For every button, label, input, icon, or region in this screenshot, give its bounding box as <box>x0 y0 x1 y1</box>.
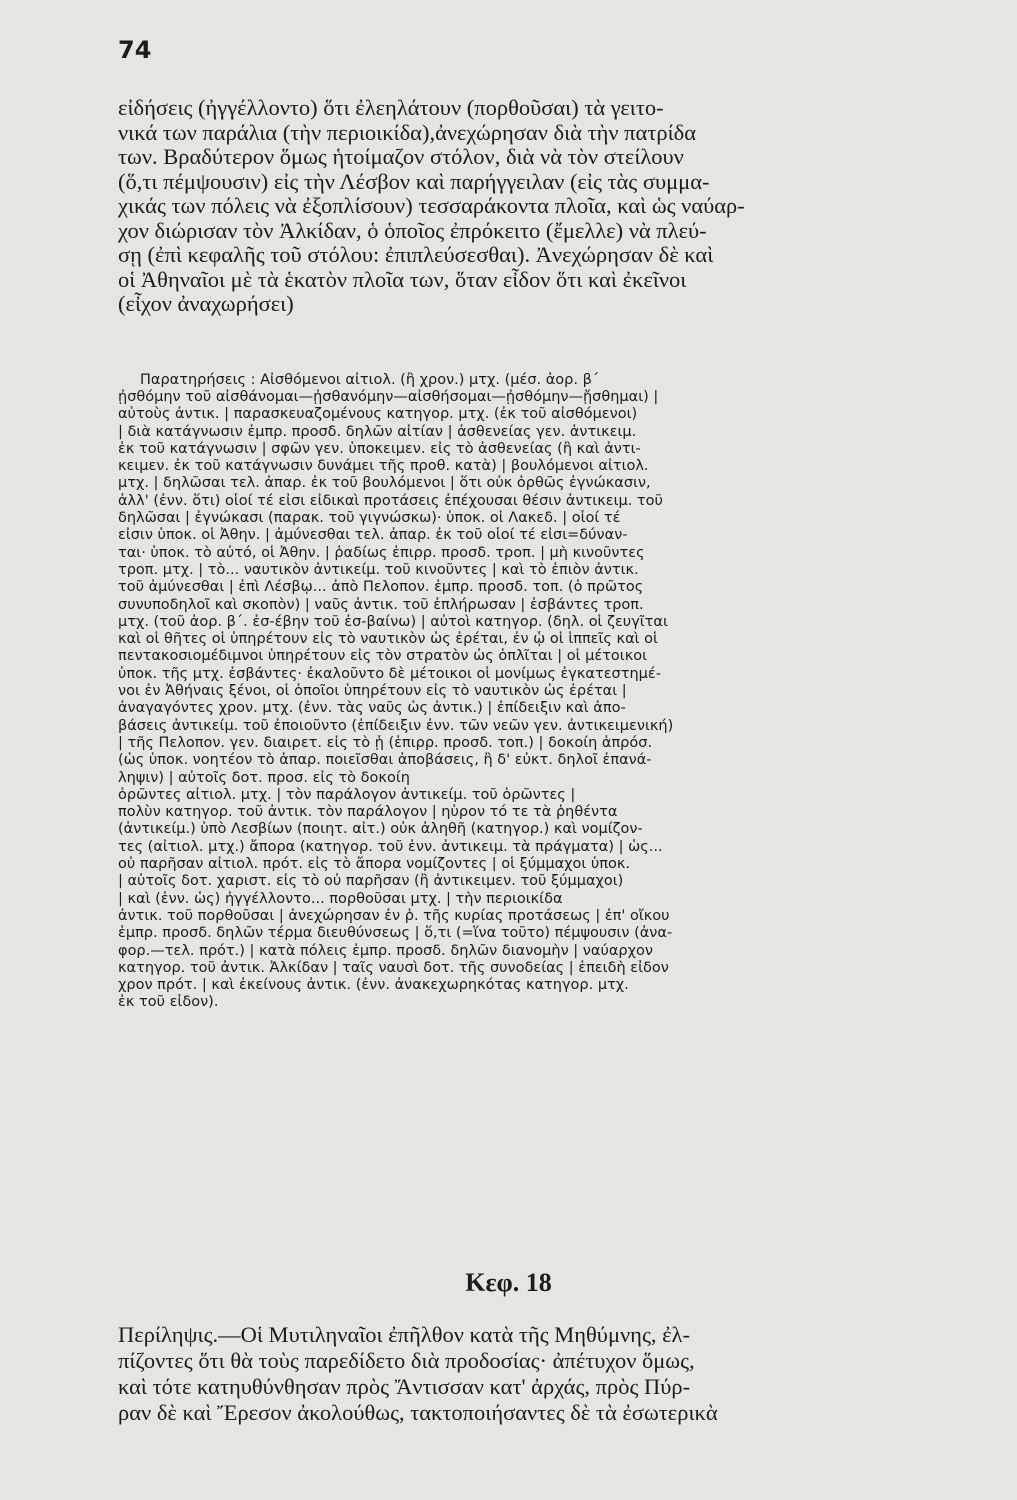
text-line: (εἶχον ἀναχωρήσει) <box>118 292 294 316</box>
note-line: δηλῶσαι | ἐγνώκασι (παρακ. τοῦ γιγνώσκω)· ὑποκ. οἱ Λακεδ. | οἷοί τέ <box>118 510 621 527</box>
note-line: ἀντικ. τοῦ πορθοῦσαι | ἀνεχώρησαν ἐν ῥ. τῆς κυρίας προτάσεως | ἐπ' οἴκου <box>118 907 670 924</box>
note-line: τοῦ ἀμύνεσθαι | ἐπὶ Λέσβῳ... ἀπὸ Πελοπον. ἐμπρ. προσδ. τοπ. (ὁ πρῶτος <box>118 579 644 596</box>
translation-paragraph <box>118 96 918 317</box>
note-line: ἐκ τοῦ κατάγνωσιν | σφῶν γεν. ὑποκειμεν. εἰς τὸ ἀσθενείας (ἢ καὶ ἀντι- <box>118 440 641 457</box>
note-line: | τῆς Πελοπον. γεν. διαιρετ. εἰς τὸ ᾗ (ἐπιρρ. προσδ. τοπ.) | δοκοίη ἀπρόσ. <box>118 734 653 751</box>
note-line: (ὡς ὑποκ. νοητέον τὸ ἀπαρ. ποιεῖσθαι ἀποβάσεις, ἢ δ' εὐκτ. δηλοῖ ἐπανά- <box>118 752 652 769</box>
text-line: χικάς των πόλεις νὰ ἐξοπλίσουν) τεσσαράκοντα πλοῖα, καὶ ὡς ναύαρ- <box>118 194 745 218</box>
text-line: οἱ Ἀθηναῖοι μὲ τὰ ἑκατὸν πλοῖα των, ὅταν εἶδον ὅτι καὶ ἐκεῖνοι <box>118 267 687 292</box>
note-line: κατηγορ. τοῦ ἀντικ. Ἀλκίδαν | ταῖς ναυσὶ δοτ. τῆς συνοδείας | ἐπειδὴ εἶδον <box>118 959 669 976</box>
notes-heading: Παρατηρήσεις : Αἰσθόμενοι αἰτιολ. (ἢ χρον.) μτχ. (μέσ. ἀορ. β΄ <box>140 372 600 388</box>
note-line: φορ.—τελ. πρότ.) | κατὰ πόλεις ἐμπρ. προσδ. δηλῶν διανομὴν | ναύαρχον <box>118 942 653 959</box>
note-line: τροπ. μτχ. | τὸ... ναυτικὸν ἀντικείμ. τοῦ κινοῦντες | καὶ τὸ ἐπιὸν ἀντικ. <box>118 561 639 578</box>
text-line: χον διώρισαν τὸν Ἀλκίδαν, ὁ ὁποῖος ἐπρόκειτο (ἔμελλε) νὰ πλεύ- <box>118 218 707 243</box>
page-number: 74 <box>118 36 152 64</box>
text-line: νικά των παράλια (τὴν περιοικίδα),ἀνεχώρησαν διὰ τὴν πατρίδα <box>118 120 697 145</box>
text-line: εἰδήσεις (ἠγγέλλοντο) ὅτι ἐλεηλάτουν (πορθοῦσαι) τὰ γειτο- <box>118 96 664 120</box>
note-line: εἰσιν ὑποκ. οἱ Ἀθην. | ἀμύνεσθαι τελ. ἀπαρ. ἐκ τοῦ οἷοί τέ εἰσι=δύναν- <box>118 527 628 544</box>
note-line: ᾐσθόμην τοῦ αἰσθάνομαι—ᾐσθανόμην—αἰσθήσομαι—ᾐσθόμην—ᾔσθημαι) | <box>118 389 659 405</box>
note-line: | διὰ κατάγνωσιν ἐμπρ. προσδ. δηλῶν αἰτίαν | ἀσθενείας γεν. ἀντικειμ. <box>118 423 637 440</box>
summary-line: ραν δὲ καὶ Ἔρεσον ἀκολούθως, τακτοποιήσαντες δὲ τὰ ἐσωτερικὰ <box>118 1400 718 1425</box>
note-line: πεντακοσιομέδιμνοι ὑπηρέτουν εἰς τὸν στρατὸν ὡς ὁπλῖται | οἱ μέτοικοι <box>118 648 648 665</box>
note-line: ὑποκ. τῆς μτχ. ἐσβάντες· ἐκαλοῦντο δὲ μέτοικοι οἱ μονίμως ἐγκατεστημέ- <box>118 665 661 682</box>
note-line: ὁρῶντες αἰτιολ. μτχ. | τὸν παράλογον ἀντικείμ. τοῦ ὁρῶντες | <box>118 786 576 803</box>
note-line: βάσεις ἀντικείμ. τοῦ ἐποιοῦντο (ἐπίδειξιν ἐνν. τῶν νεῶν γεν. ἀντικειμενική) <box>118 717 674 734</box>
note-line: ἐμπρ. προσδ. δηλῶν τέρμα διευθύνσεως | ὅ,τι (=ἵνα τοῦτο) πέμψουσιν (ἀνα- <box>118 925 673 942</box>
grammar-notes <box>118 389 923 1012</box>
summary-line: πίζοντες ὅτι θὰ τοὺς παρεδίδετο διὰ προδοσίας· ἀπέτυχον ὅμως, <box>118 1348 695 1373</box>
note-line: καὶ οἱ θῆτες οἱ ὑπηρέτουν εἰς τὸ ναυτικὸν ὡς ἐρέται, ἐν ᾧ οἱ ἱππεῖς καὶ οἱ <box>118 631 658 648</box>
note-line: (ἀντικείμ.) ὑπὸ Λεσβίων (ποιητ. αἰτ.) οὐκ ἀληθῆ (κατηγορ.) καὶ νομίζον- <box>118 821 643 838</box>
note-line: χρον πρότ. | καὶ ἐκείνους ἀντικ. (ἐνν. ἀνακεχωρηκότας κατηγορ. μτχ. <box>118 977 629 994</box>
note-line: ἐκ τοῦ εἶδον). <box>118 994 219 1011</box>
summary-paragraph <box>118 1322 918 1426</box>
note-line: ληψιν) | αὐτοῖς δοτ. προσ. εἰς τὸ δοκοίη <box>118 769 410 786</box>
note-line: πολὺν κατηγορ. τοῦ ἀντικ. τὸν παράλογον | ηὗρον τό τε τὰ ῥηθέντα <box>118 804 618 821</box>
note-line: συνυποδηλοῖ καὶ σκοπὸν) | ναῦς ἀντικ. τοῦ ἐπλήρωσαν | ἐσβάντες τροπ. <box>118 596 644 613</box>
summary-line: Περίληψις.—Οἱ Μυτιληναῖοι ἐπῆλθον κατὰ τῆς Μηθύμνης, ἐλ- <box>118 1322 690 1347</box>
note-line: νοι ἐν Ἀθήναις ξένοι, οἱ ὁποῖοι ὑπηρέτουν εἰς τὸ ναυτικὸν ὡς ἐρέται | <box>118 683 627 700</box>
note-line: ἀναγαγόντες χρον. μτχ. (ἐνν. τὰς ναῦς ὡς ἀντικ.) | ἐπίδειξιν καὶ ἀπο- <box>118 700 626 717</box>
note-line: μτχ. | δηλῶσαι τελ. ἀπαρ. ἐκ τοῦ βουλόμενοι | ὅτι οὐκ ὀρθῶς ἐγνώκασιν, <box>118 475 651 492</box>
note-line: κειμεν. ἐκ τοῦ κατάγνωσιν δυνάμει τῆς προθ. κατὰ) | βουλόμενοι αἰτιολ. <box>118 458 649 475</box>
note-line: τες (αἰτιολ. μτχ.) ἄπορα (κατηγορ. τοῦ ἐνν. ἀντικειμ. τὰ πράγματα) | ὡς... <box>118 838 663 855</box>
note-line: ἀλλ' (ἐνν. ὅτι) οἷοί τέ εἰσι εἰδικαὶ προτάσεις ἐπέχουσαι θέσιν ἀντικειμ. τοῦ <box>118 492 663 509</box>
note-line: αὐτοὺς ἀντικ. | παρασκευαζομένους κατηγορ. μτχ. (ἐκ τοῦ αἰσθόμενοι) <box>118 406 638 423</box>
note-line: ται· ὑποκ. τὸ αὐτό, οἱ Ἀθην. | ῥαδίως ἐπιρρ. προσδ. τροπ. | μὴ κινοῦντες <box>118 544 645 561</box>
text-line: σῃ (ἐπὶ κεφαλῆς τοῦ στόλου: ἐπιπλεύσεσθαι). Ἀνεχώρησαν δὲ καὶ <box>118 243 714 267</box>
note-line: | καὶ (ἐνν. ὡς) ἠγγέλλοντο... πορθοῦσαι μτχ. | τὴν περιοικίδα <box>118 890 563 907</box>
chapter-heading: Κεφ. 18 <box>465 1268 552 1297</box>
text-line: των. Βραδύτερον ὅμως ἡτοίμαζον στόλον, διὰ νὰ τὸν στείλουν <box>118 145 684 169</box>
note-line: οὐ παρῆσαν αἰτιολ. πρότ. εἰς τὸ ἄπορα νομίζοντες | οἱ ξύμμαχοι ὑποκ. <box>118 856 631 873</box>
text-line: (ὅ,τι πέμψουσιν) εἰς τὴν Λέσβον καὶ παρήγγειλαν (εἰς τὰς συμμα- <box>118 169 710 194</box>
note-line: | αὐτοῖς δοτ. χαριστ. εἰς τὸ οὐ παρῆσαν (ἢ ἀντικειμεν. τοῦ ξύμμαχοι) <box>118 873 624 890</box>
summary-line: καὶ τότε κατηυθύνθησαν πρὸς Ἄντισσαν κατ' ἀρχάς, πρὸς Πύρ- <box>118 1374 691 1399</box>
note-line: μτχ. (τοῦ ἀορ. β΄. ἐσ-έβην τοῦ ἐσ-βαίνω) | αὐτοὶ κατηγορ. (δηλ. οἱ ζευγῖται <box>118 613 668 630</box>
